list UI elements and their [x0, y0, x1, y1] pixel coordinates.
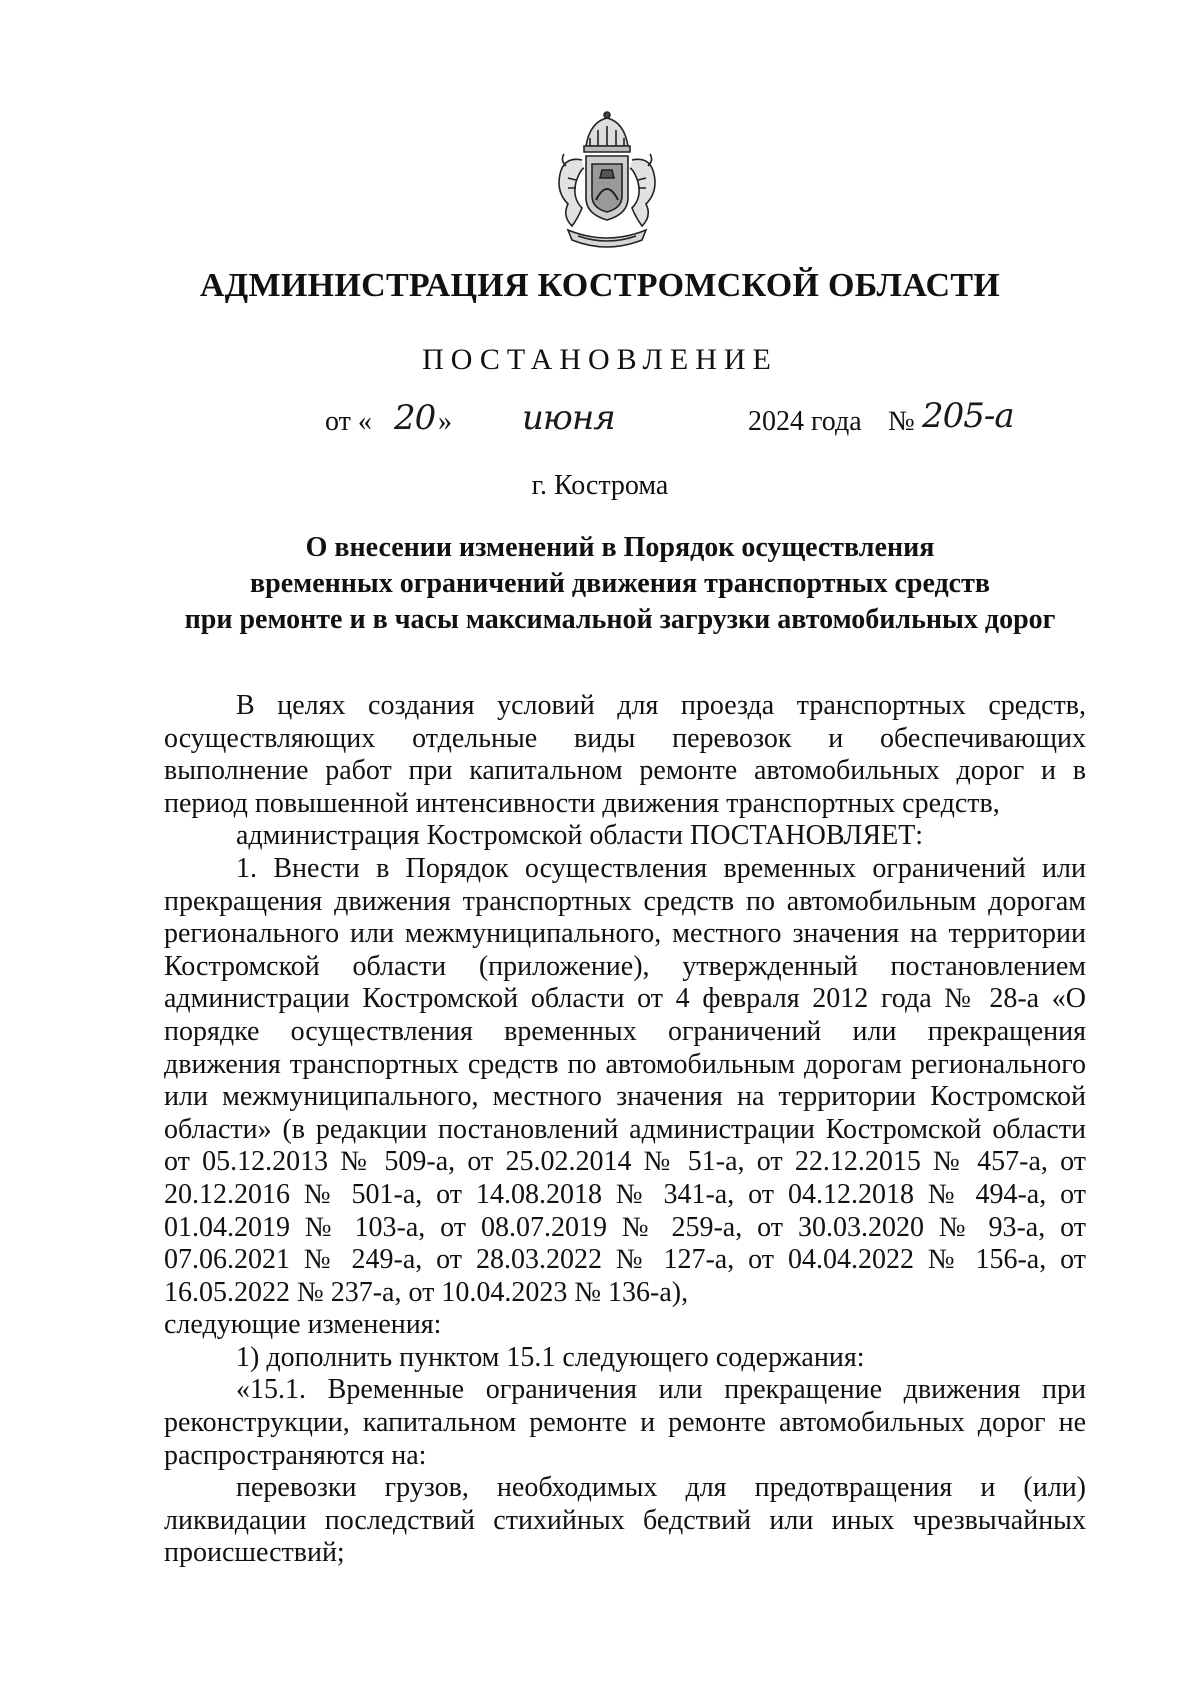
- city-name: г. Кострома: [531, 470, 669, 501]
- date-prefix: от «: [325, 406, 372, 437]
- document-body: [164, 690, 1086, 1570]
- organization-title: АДМИНИСТРАЦИЯ КОСТРОМСКОЙ ОБЛАСТИ: [199, 267, 1001, 304]
- subject-line: при ремонте и в часы максимальной загрузки автомобильных дорог: [184, 604, 1056, 635]
- document-subject: [150, 530, 1090, 638]
- subject-line: О внесении изменений в Порядок осуществления: [305, 532, 935, 563]
- handwritten-number: 205-а: [922, 396, 1014, 436]
- item-1-ending: следующие изменения:: [164, 1309, 442, 1341]
- subject-line: временных ограничений движения транспортных средств: [250, 568, 990, 599]
- subitem-1-paragraph: 1) дополнить пунктом 15.1 следующего содержания:: [236, 1341, 865, 1373]
- preamble-paragraph: В целях создания условий для проезда транспортных средств, осуществляющих отдельные виды перевозок и обеспечивающих выполнение работ при капитальном ремонте автомобильных дорог и в период повышенной интенсивности движения транспортных средств,: [164, 690, 1086, 819]
- date-line: [0, 396, 1200, 442]
- coat-of-arms-icon: [542, 108, 672, 258]
- date-close-quote: »: [438, 406, 452, 437]
- item-1-paragraph: 1. Внести в Порядок осуществления временных ограничений или прекращения движения транспортных средств по автомобильным дорогам регионального или межмуниципального, местного значения на территории Костромской области (приложение), утвержденный постановлением администрации Костромской области от 4 февраля 2012 года № 28-а «О порядке осуществления временных ограничений или прекращения движения транспортных средств по автомобильным дорогам регионального или межмуниципального, местного значения на территории Костромской области» (в редакции постановлений администрации Костромской области от 05.12.2013 № 509-а, от 25.02.2014 № 51-а, от 22.12.2015 № 457-а, от 20.12.2016 № 501-а, от 14.08.2018 № 341-а, от 04.12.2018 № 494-а, от 01.04.2019 № 103-а, от 08.07.2019 № 259-а, от 30.03.2020 № 93-а, от 07.06.2021 № 249-а, от 28.03.2022 № 127-а, от 04.04.2022 № 156-а, от 16.05.2022 № 237-а, от 10.04.2023 № 136-а),: [164, 852, 1086, 1308]
- handwritten-day: 20: [394, 398, 436, 438]
- clause-15-1-paragraph: «15.1. Временные ограничения или прекращение движения при реконструкции, капитальном ремонте и ремонте автомобильных дорог не распространяются на:: [164, 1374, 1086, 1471]
- number-prefix: №: [888, 406, 915, 437]
- coat-of-arms-emblem: [542, 108, 672, 258]
- bullet-paragraph: перевозки грузов, необходимых для предотвращения и (или) ликвидации последствий стихийных бедствий или иных чрезвычайных происшествий;: [164, 1472, 1086, 1569]
- date-year: 2024 года: [748, 406, 862, 437]
- document-type: ПОСТАНОВЛЕНИЕ: [422, 343, 778, 376]
- resolves-paragraph: администрация Костромской области ПОСТАНОВЛЯЕТ:: [236, 820, 924, 852]
- handwritten-month: июня: [522, 398, 615, 438]
